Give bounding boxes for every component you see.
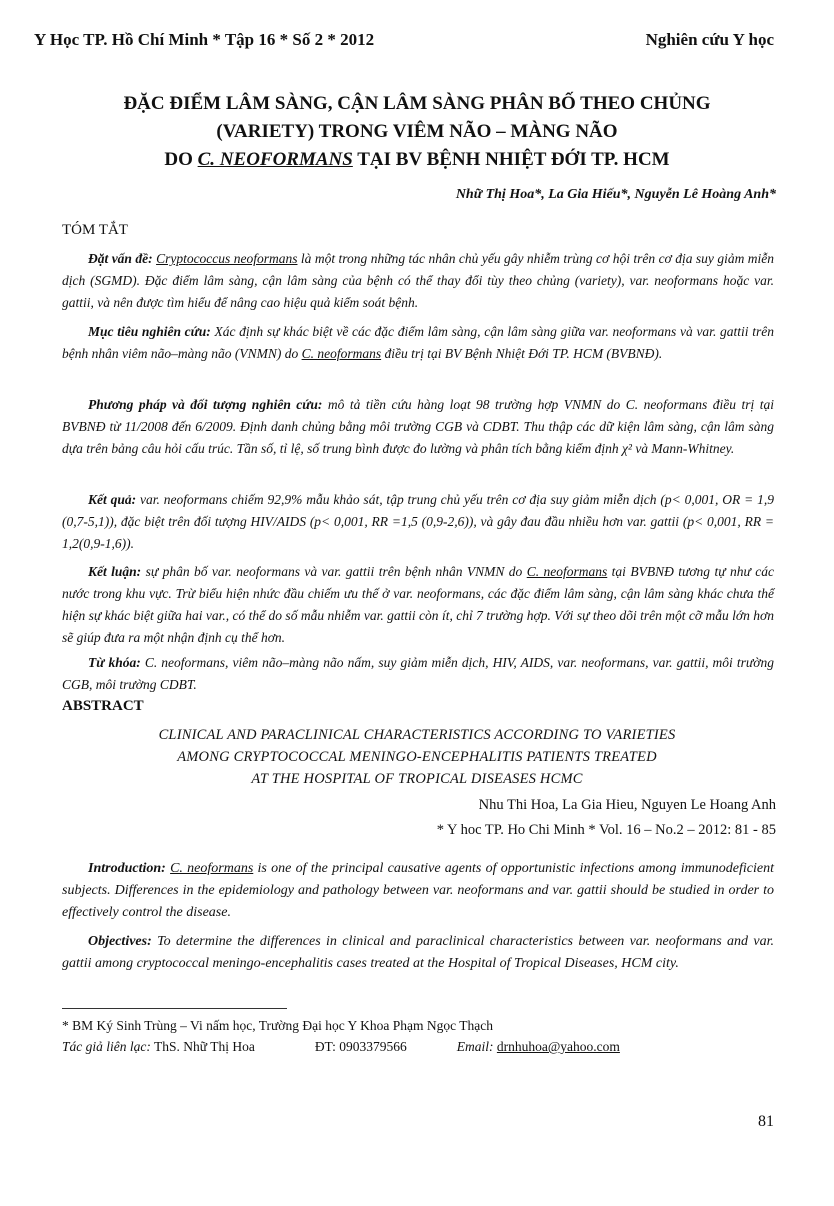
title-line-3-pre: DO — [164, 149, 198, 170]
english-author-list: Nhu Thi Hoa, La Gia Hieu, Nguyen Le Hoang Anh — [478, 797, 776, 813]
abstract-heading: ABSTRACT — [62, 698, 144, 714]
background-text: là một trong những tác nhân chủ yếu gây nhiễm trùng cơ hội trên cơ địa suy giảm miễn dịch (SGMD). Đặc điểm lâm sàng, cận lâm sàng của bệnh có thể thay đổi tùy theo chủng (variety), var. neoformans hoặc var. gattii, và nên được tìm hiểu để nâng cao hiệu quả kiểm soát bệnh. — [62, 251, 774, 310]
results-lead: Kết quả: — [88, 492, 137, 507]
en-objectives-lead: Objectives: — [88, 934, 152, 949]
summary-background — [62, 248, 774, 314]
en-objectives-text: To determine the differences in clinical and paraclinical characteristics between var. neoformans and var. gattii among cryptococcal meningo-encephalitis cases treated at the Hospital of Tropical Diseases, HCM city. — [62, 934, 774, 971]
english-title-line-2: AMONG CRYPTOCOCCAL MENINGO-ENCEPHALITIS PATIENTS TREATED — [177, 749, 657, 765]
conclusion-text-2: tại BVBNĐ tương tự như các nước trong khu vực. Trừ biểu hiện nhức đầu chiếm ưu thế ở var. neoformans, các đặc điểm lâm sàng, cận lâm sàng khác chưa thể hiện sự khác biệt giữa hai var., có thể do số mẫu nhiễm var. gattii còn ít, chỉ 7 trường hợp. Với sự theo dõi trên một cỡ mẫu lớn hơn sẽ giúp đưa ra một nhận định cụ thể hơn. — [62, 564, 774, 645]
title-line-3-post: TẠI BV BỆNH NHIỆT ĐỚI TP. HCM — [352, 149, 670, 170]
methods-lead: Phương pháp và đối tượng nghiên cứu: — [88, 397, 323, 412]
title-organism: C. NEOFORMANS — [197, 149, 353, 170]
page-number: 81 — [758, 1113, 774, 1130]
objectives-lead: Mục tiêu nghiên cứu: — [88, 324, 211, 339]
methods-text: mô tả tiền cứu hàng loạt 98 trường hợp VNMN do C. neoformans điều trị tại BVBNĐ từ 11/2008 đến 6/2009. Định danh chủng bằng môi trường CGB và CDBT. Thu thập các dữ kiện lâm sàng, cận lâm sàng dựa trên bảng câu hỏi cấu trúc. Tần số, tỉ lệ, số trung bình được đo lường và phân tích bằng kiểm định χ² và Mann-Whitney. — [62, 397, 774, 456]
conclusion-text-1: sự phân bố var. neoformans và var. gattii trên bệnh nhân VNMN do — [141, 564, 527, 579]
english-title-line-3: AT THE HOSPITAL OF TROPICAL DISEASES HCMC — [251, 771, 583, 787]
results-text: var. neoformans chiếm 92,9% mẫu khảo sát, tập trung chủ yếu trên cơ địa suy giảm miễn dịch (p< 0,001, OR = 1,9 (0,7-5,1)), đặc biệt trên đối tượng HIV/AIDS (p< 0,001, RR =1,5 (0,9-2,6)), và gây đau đầu nhiều hơn var. gattii (p< 0,001, RR = 1,2(0,9-1,6)). — [62, 492, 774, 551]
email-link[interactable]: drnhuhoa@yahoo.com — [496, 1039, 620, 1054]
section-header: Nghiên cứu Y học — [645, 30, 774, 49]
title-line-2: (VARIETY) TRONG VIÊM NÃO – MÀNG NÃO — [216, 121, 618, 142]
summary-keywords — [62, 652, 774, 696]
objectives-text-2: điều trị tại BV Bệnh Nhiệt Đới TP. HCM (BVBNĐ). — [381, 346, 663, 361]
summary-results — [62, 489, 774, 555]
footnote-contact — [62, 1039, 762, 1055]
footnote-affiliation: * BM Ký Sinh Trùng – Vi nấm học, Trường Đại học Y Khoa Phạm Ngọc Thạch — [62, 1018, 494, 1033]
conclusion-organism: C. neoformans — [526, 564, 608, 579]
introduction-text: is one of the principal causative agents of opportunistic infections among immunodeficient subjects. Differences in the epidemiology and pathology between var. neoformans and var. gattii should be studied in order to effectively control the disease. — [62, 861, 775, 920]
english-title-line-1: CLINICAL AND PARACLINICAL CHARACTERISTICS ACCORDING TO VARIETIES — [158, 727, 676, 743]
keywords-text: C. neoformans, viêm não–màng não nấm, suy giảm miễn dịch, HIV, AIDS, var. neoformans, var. gattii, môi trường CGB, môi trường CDBT. — [62, 655, 774, 692]
summary-objectives — [62, 321, 774, 365]
contact-label: Tác giả liên lạc: — [62, 1039, 151, 1054]
citation: * Y hoc TP. Ho Chi Minh * Vol. 16 – No.2 – 2012: 81 - 85 — [436, 822, 776, 838]
abstract-introduction — [62, 858, 774, 924]
introduction-organism: C. neoformans — [170, 861, 254, 876]
background-organism: Cryptococcus neoformans — [156, 251, 298, 266]
contact-name: ThS. Nhữ Thị Hoa — [150, 1039, 255, 1054]
author-list: Nhữ Thị Hoa*, La Gia Hiếu*, Nguyễn Lê Hoàng Anh* — [455, 187, 776, 202]
contact-phone: ĐT: 0903379566 — [314, 1039, 407, 1054]
article-title — [60, 90, 774, 174]
email-label: Email: — [456, 1039, 497, 1054]
summary-conclusion — [62, 561, 774, 649]
objectives-text-1: Xác định sự khác biệt về các đặc điểm lâm sàng, cận lâm sàng giữa var. neoformans và var. gattii trên bệnh nhân viêm não–màng não (VNMN) do — [62, 324, 774, 361]
background-lead: Đặt vấn đề: — [88, 251, 153, 266]
english-title — [60, 724, 774, 790]
conclusion-lead: Kết luận: — [88, 564, 142, 579]
objectives-organism: C. neoformans — [301, 346, 382, 361]
title-line-3 — [60, 146, 774, 174]
summary-methods — [62, 394, 774, 460]
summary-heading: TÓM TẮT — [62, 222, 128, 238]
title-line-1: ĐẶC ĐIỂM LÂM SÀNG, CẬN LÂM SÀNG PHÂN BỐ THEO CHỦNG — [123, 93, 711, 114]
abstract-objectives — [62, 931, 774, 975]
introduction-lead: Introduction: — [88, 861, 166, 876]
journal-header: Y Học TP. Hồ Chí Minh * Tập 16 * Số 2 * 2012 — [34, 30, 375, 49]
keywords-lead: Từ khóa: — [88, 655, 141, 670]
footnote-divider — [62, 1008, 287, 1009]
